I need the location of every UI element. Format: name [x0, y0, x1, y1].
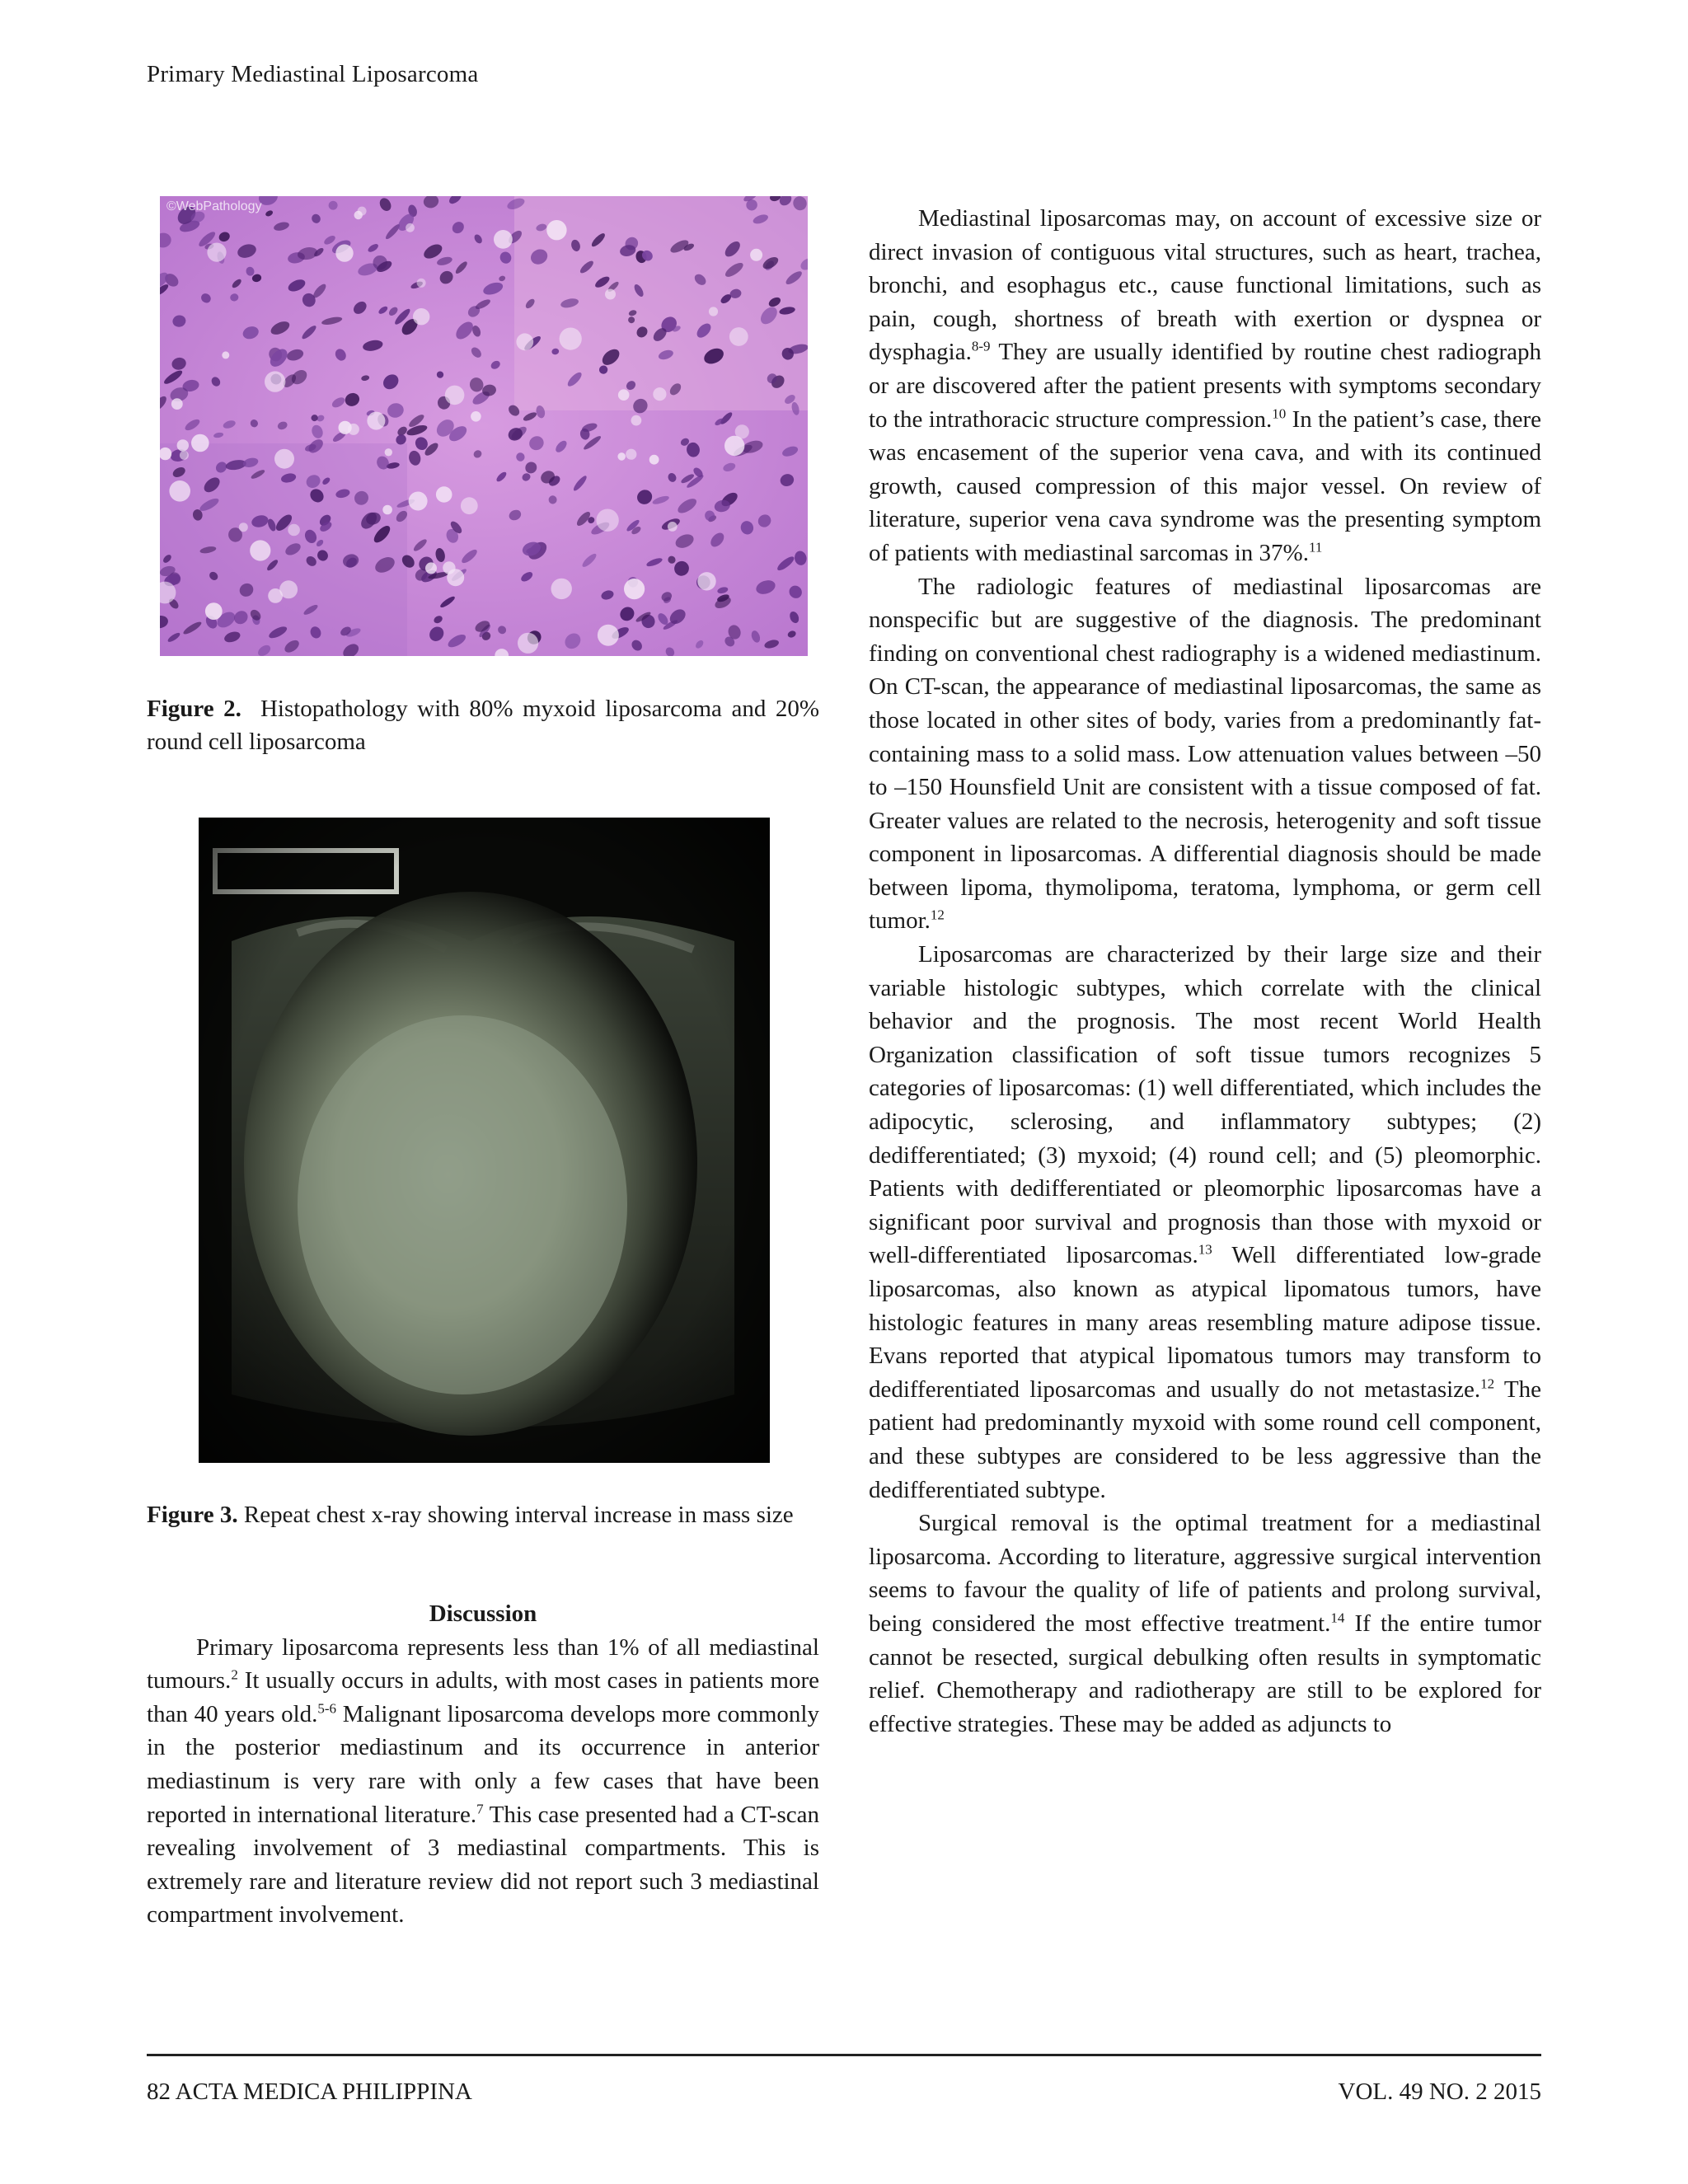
- body-text: If the entire tumor cannot be resected, surgical debulking often results in symptomatic relief. Chemotherapy and radiotherapy are still to be explored for effective strategies. These may be added as adjuncts to: [869, 1610, 1542, 1737]
- right-column-paragraph: [869, 202, 1541, 570]
- citation-superscript: 13: [1198, 1241, 1212, 1258]
- figure-3-caption: [147, 1498, 819, 1531]
- citation-superscript: 11: [1308, 539, 1323, 555]
- figure-2-caption: [147, 692, 819, 758]
- section-heading-discussion: Discussion: [429, 1601, 537, 1627]
- right-column-body: [869, 202, 1541, 1741]
- figure-3-caption-text: Repeat chest x-ray showing interval increase in mass size: [243, 1502, 794, 1528]
- running-head: Primary Mediastinal Liposarcoma: [147, 61, 479, 87]
- figure-2-watermark: ©WebPathology: [166, 199, 262, 213]
- body-text: They are usually identified by routine chest radiograph or are discovered after the patient presents with symptoms secondary to the intrathoracic structure compression.: [869, 339, 1541, 433]
- right-column-paragraph: [869, 570, 1541, 939]
- citation-superscript: 8-9: [971, 338, 991, 354]
- body-text: Mediastinal liposarcomas may, on account of excessive size or direct invasion of contiguous vital structures, such as heart, trachea, bronchi, and esophagus etc., cause functional limitations, such as pain, cough, shortness of breath with exertion or dyspnea or dysphagia.: [869, 205, 1541, 366]
- citation-superscript: 12: [1480, 1376, 1495, 1392]
- body-text: Surgical removal is the optimal treatment for a mediastinal liposarcoma. According to literature, aggressive surgical intervention seems to favour the quality of life of patients and prolong survival, being considered the most effective treatment.: [869, 1510, 1541, 1637]
- body-text: It usually occurs in adults, with most cases in patients more than 40 years old.: [147, 1667, 819, 1727]
- citation-superscript: 10: [1272, 405, 1287, 421]
- right-column-paragraph: [869, 938, 1541, 1507]
- figure-2-label: Figure 2.: [147, 696, 241, 722]
- left-column-paragraph: [147, 1631, 819, 1932]
- citation-superscript: 7: [476, 1800, 484, 1816]
- right-column: [869, 202, 1541, 1741]
- left-column: [147, 1597, 819, 1932]
- body-text: Primary liposarcoma represents less than 1% of all mediastinal tumours.: [147, 1633, 819, 1694]
- body-text: The radiologic features of mediastinal liposarcomas are nonspecific but are suggestive of the diagnosis. The predominant finding on conventional chest radiography is a widened mediastinum. On CT-scan, the appearance of mediastinal liposarcomas, the same as those located in other sites of body, varies from a predominantly fat-containing mass to a solid mass. Low attenuation values between –50 to –150 Hounsfield Unit are consistent with a tissue composed of fat. Greater values are related to the necrosis, heterogenity and soft tissue component in liposarcomas. A differential diagnosis should be made between lipoma, thymolipoma, teratoma, lymphoma, or germ cell tumor.: [869, 573, 1541, 935]
- citation-superscript: 5-6: [317, 1700, 337, 1717]
- citation-superscript: 14: [1330, 1610, 1345, 1626]
- body-text: Well differentiated low-grade liposarcomas, also known as atypical lipomatous tumors, have histologic features in many areas resembling mature adipose tissue. Evans reported that atypical lipomatous tumors may transform to dedifferentiated liposarcomas and usually do not metastasize.: [869, 1242, 1541, 1403]
- body-text: The patient had predominantly myxoid with some round cell component, and these subtypes are considered to be less aggressive than the dedifferentiated subtype.: [869, 1376, 1541, 1503]
- left-column-body: [147, 1631, 819, 1932]
- footer-page-and-journal: 82 ACTA MEDICA PHILIPPINA: [147, 2079, 472, 2105]
- body-text: Malignant liposarcoma develops more commonly in the posterior mediastinum and its occurrence in anterior mediastinum is very rare with only a few cases that have been reported in international literature.: [147, 1700, 819, 1828]
- figure-3-chest-xray-image: [199, 818, 770, 1463]
- body-text: This case presented had a CT-scan revealing involvement of 3 mediastinal compartments. This is extremely rare and literature review did not report such 3 mediastinal compartment involvement.: [147, 1801, 820, 1929]
- figure-2-histopathology-image: [160, 196, 808, 656]
- right-column-paragraph: [869, 1507, 1541, 1741]
- body-text: Liposarcomas are characterized by their large size and their variable histologic subtypes, which correlate with the clinical behavior and the prognosis. The most recent World Health Organization classification of soft tissue tumors recognizes 5 categories of liposarcomas: (1) well differentiated, which includes the adipocytic, sclerosing, and inflammatory subtypes; (2) dedifferentiated; (3) myxoid; (4) round cell; and (5) pleomorphic. Patients with dedifferentiated or pleomorphic liposarcomas have a significant poor survival and prognosis than those with myxoid or well-differentiated liposarcomas.: [869, 941, 1541, 1269]
- body-text: In the patient’s case, there was encasement of the superior vena cava, and with its continued growth, caused compression of this major vessel. On review of literature, superior vena cava syndrome was the presenting symptom of patients with mediastinal sarcomas in 37%.: [869, 405, 1541, 566]
- footer-rule: [147, 2054, 1541, 2056]
- figure-3-label: Figure 3.: [147, 1502, 238, 1528]
- citation-superscript: 2: [231, 1666, 238, 1683]
- footer-volume: VOL. 49 NO. 2 2015: [1338, 2079, 1541, 2105]
- figure-2-caption-text: Histopathology with 80% myxoid liposarcoma and 20% round cell liposarcoma: [147, 696, 820, 755]
- citation-superscript: 12: [930, 907, 945, 923]
